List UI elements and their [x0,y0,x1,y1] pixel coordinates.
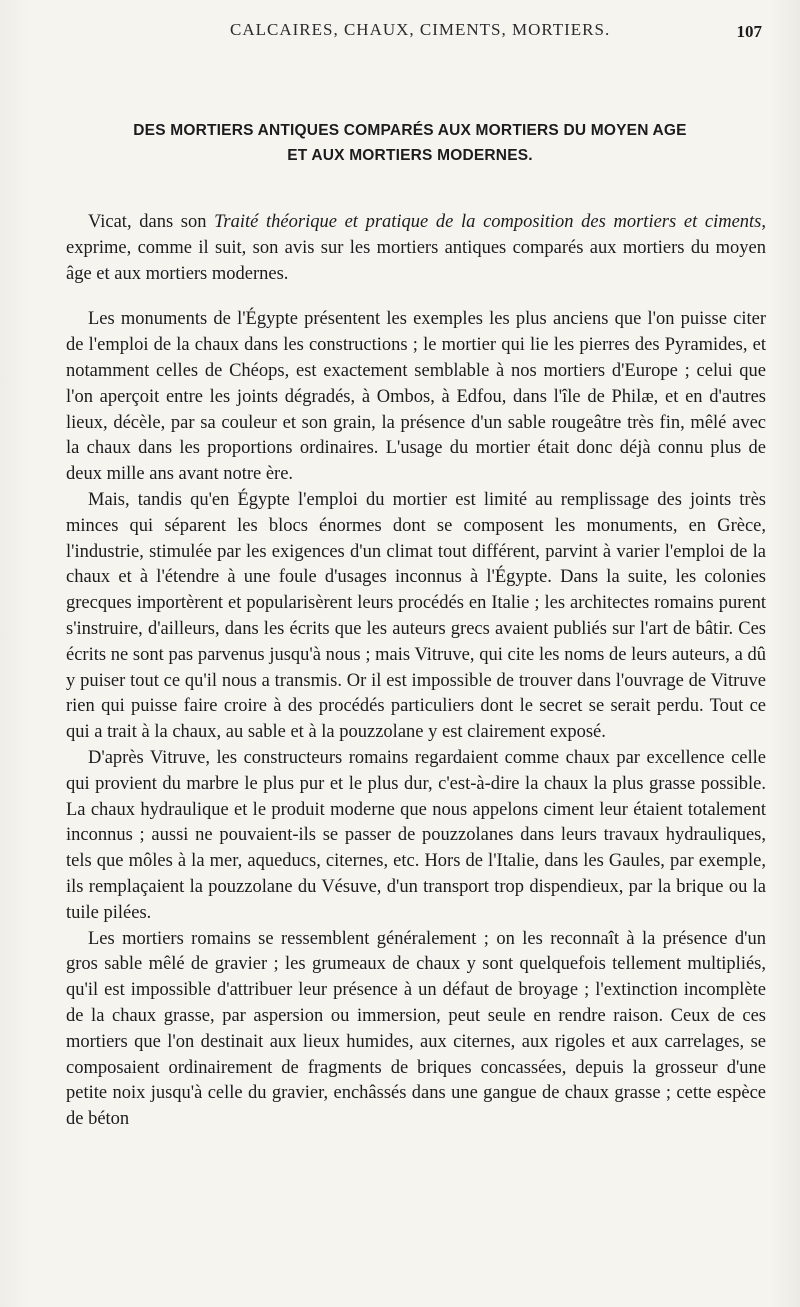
heading-line-2: ET AUX MORTIERS MODERNES. [287,147,533,164]
paragraph-1-start: Vicat, dans son [88,212,215,232]
heading-line-1: DES MORTIERS ANTIQUES COMPARÉS AUX MORTIERS DU MOYEN AGE [133,122,687,139]
body-text [66,210,766,1133]
paragraph-1-end: , exprime, comme il suit, son avis sur les mortiers antiques comparés aux mortiers du moyen âge et aux mortiers modernes. [66,212,766,284]
paragraph-2: Les monuments de l'Égypte présentent les exemples les plus anciens que l'on puisse citer de l'emploi de la chaux dans les constructions ; le mortier qui lie les pierres des Pyramides, et notamment celles de Chéops, est exactement semblable à nos mortiers d'Europe ; celui que l'on aperçoit entre les joints dégradés, à Ombos, à Edfou, dans l'île de Philæ, et en d'autres lieux, décèle, par sa couleur et son grain, la présence d'un sable rougeâtre très fin, mêlé avec la chaux dans les proportions ordinaires. L'usage du mortier était donc déjà connu plus de deux mille ans avant notre ère. [66,309,766,485]
paragraph-4: D'après Vitruve, les constructeurs romains regardaient comme chaux par excellence celle qui provient du marbre le plus pur et le plus dur, c'est-à-dire la chaux la plus grasse possible. La chaux hydraulique et le produit moderne que nous appelons ciment leur étaient totalement inconnus ; aussi ne pouvaient-ils se passer de pouzzolanes dans leurs travaux hydrauliques, tels que môles à la mer, aqueducs, citernes, etc. Hors de l'Italie, dans les Gaules, par exemple, ils remplaçaient la pouzzolane du Vésuve, d'un transport trop dispendieux, par la brique ou la tuile pilées. [66,747,766,923]
paragraph-1 [66,210,766,287]
section-heading [90,118,730,168]
book-title: Traité théorique et pratique de la composition des mortiers et ciments [214,212,762,232]
page-number: 107 [736,22,762,41]
running-head [60,20,766,50]
paragraph-5: Les mortiers romains se ressemblent généralement ; on les reconnaît à la présence d'un gros sable mêlé de gravier ; les grumeaux de chaux y sont quelquefois tellement multipliés, qu'il est impossible d'attribuer leur présence à un défaut de broyage ; l'extinction incomplète de la chaux grasse, par aspersion ou immersion, peut seule en rendre raison. Ceux de ces mortiers que l'on destinait aux lieux humides, aux citernes, aux rigoles et aux carrelages, se composaient ordinairement de fragments de briques concassées, depuis la grosseur d'une petite noix jusqu'à celle du gravier, enchâssés dans une gangue de chaux grasse ; cette espèce de béton [66,928,766,1130]
running-title: CALCAIRES, CHAUX, CIMENTS, MORTIERS. [230,20,611,39]
paragraph-3: Mais, tandis qu'en Égypte l'emploi du mortier est limité au remplissage des joints très minces qui séparent les blocs énormes dont se composent les monuments, en Grèce, l'industrie, stimulée par les exigences d'un climat tout différent, parvint à varier l'emploi de la chaux et à l'étendre à une foule d'usages inconnus à l'Égypte. Dans la suite, les colonies grecques importèrent et popularisèrent leurs procédés en Italie ; les architectes romains purent s'instruire, d'ailleurs, dans les écrits que les auteurs grecs avaient publiés sur l'art de bâtir. Ces écrits ne sont pas parvenus jusqu'à nous ; mais Vitruve, qui cite les noms de leurs auteurs, a dû y puiser tout ce qu'il nous a transmis. Or il est impossible de trouver dans l'ouvrage de Vitruve rien qui puisse faire croire à des procédés particuliers dont le secret se serait perdu. Tout ce qui a trait à la chaux, au sable et à la pouzzolane y est clairement exposé. [66,489,766,743]
